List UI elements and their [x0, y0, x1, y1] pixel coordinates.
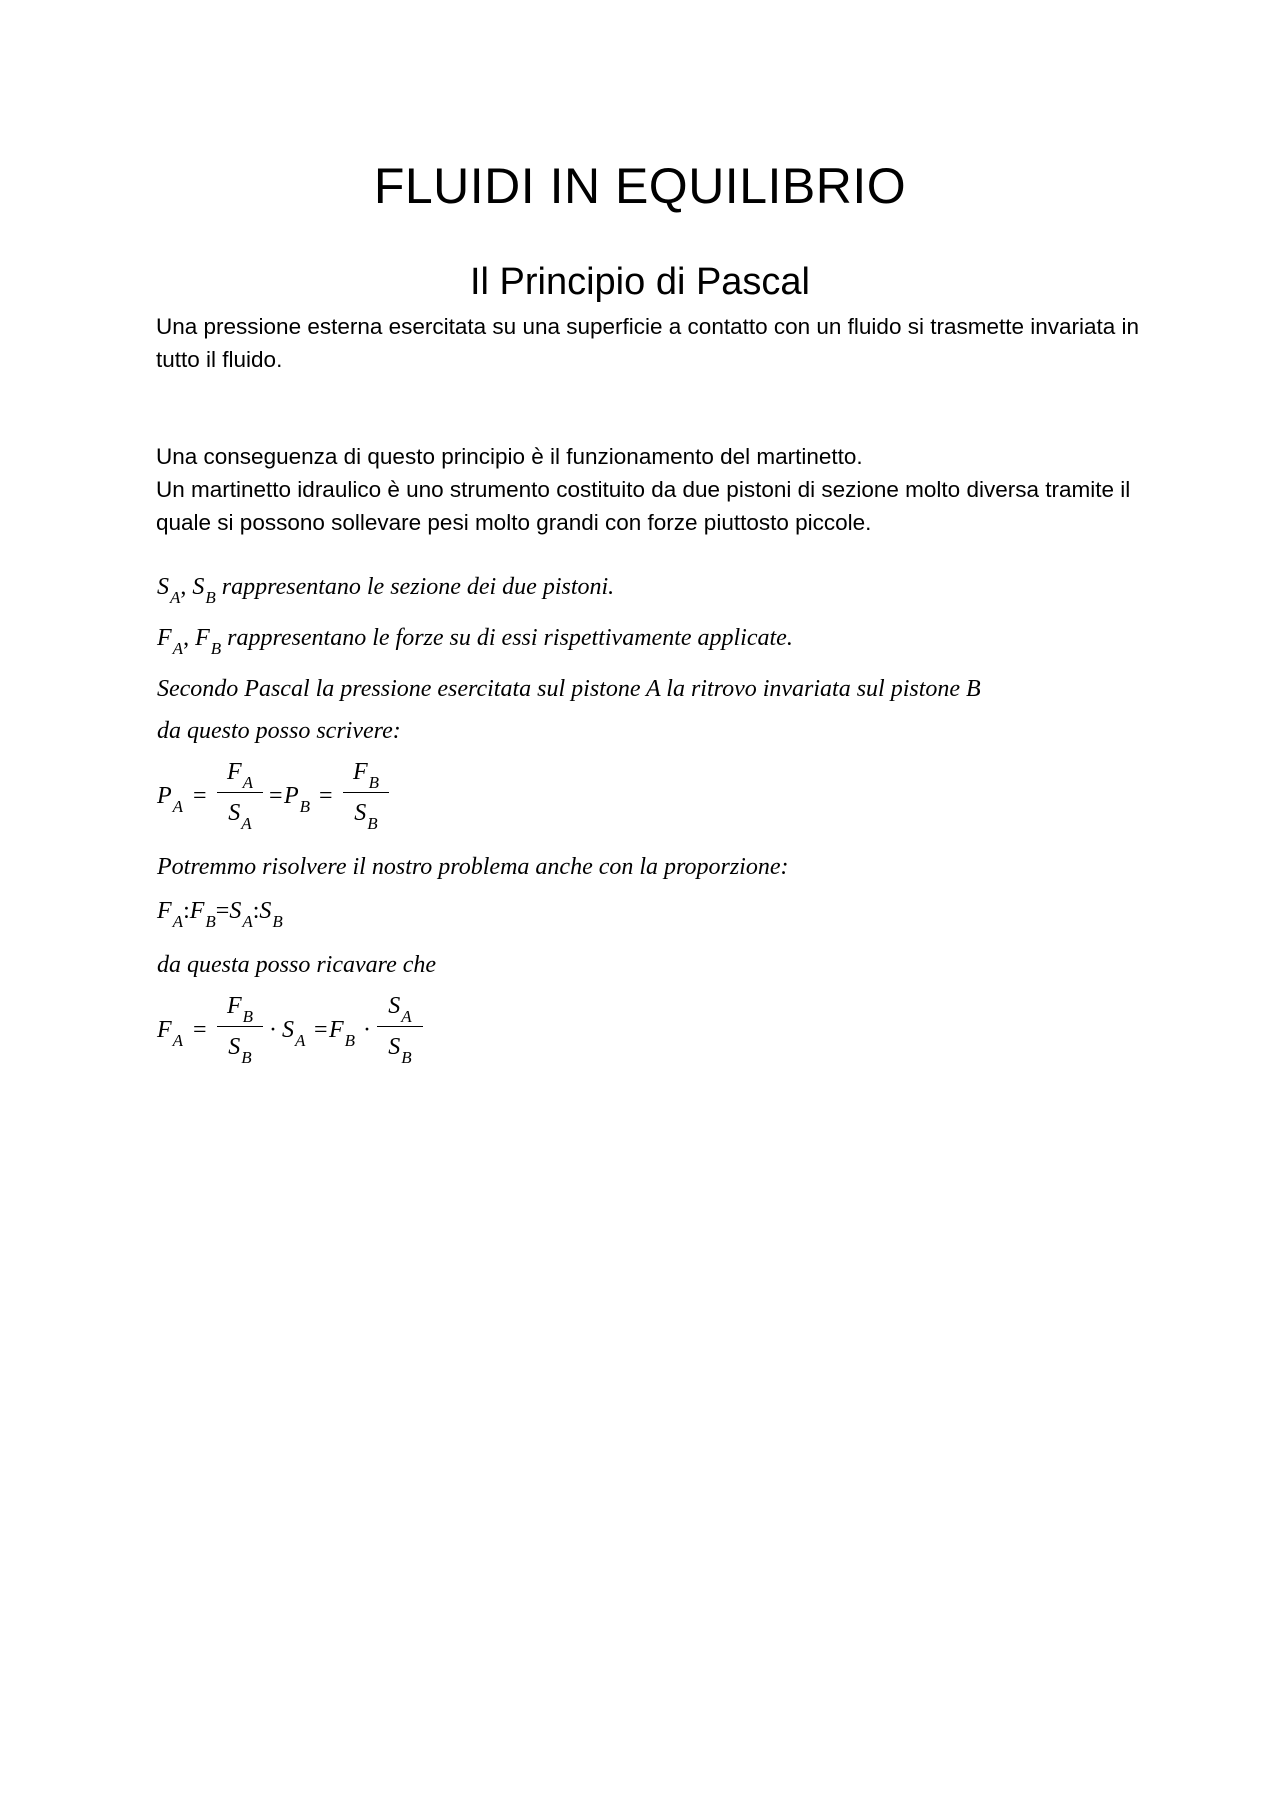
equation-pressure: $P_A$ = $F_A$ $S_A$ = $P_B$ = $F_B$ $S_B$	[157, 752, 557, 842]
math-line-derive: da questa posso ricavare che	[157, 952, 437, 978]
math-line-proportion: Potremmo risolvere il nostro problema anche con la proporzione:	[157, 854, 789, 880]
equation-force: $F_A$ = $F_B$ $S_B$ · $S_A$ = $F_B$ · $S_A$ $S_B$	[157, 986, 557, 1076]
paragraph-pascal-principle: Una pressione esterna esercitata su una superficie a contatto con un fluido si trasmette invariata in tutto il fluido.	[156, 314, 1140, 372]
math-line-pascal: Secondo Pascal la pressione esercitata sul pistone A la ritrovo invariata sul pistone B	[157, 676, 981, 702]
section-title: Il Principio di Pascal	[469, 261, 811, 303]
page-title: FLUIDI IN EQUILIBRIO	[373, 158, 907, 214]
paragraph-consequence: Una conseguenza di questo principio è il funzionamento del martinetto.	[156, 444, 863, 469]
paragraph-martinetto: Un martinetto idraulico è uno strumento costituito da due pistoni di sezione molto diversa tramite il quale si possono sollevare pesi molto grandi con forze piuttosto piccole.	[156, 477, 1131, 535]
math-line-sections: $S_A$, $S_B$ rappresentano le sezione dei due pistoni.	[157, 574, 615, 607]
equation-proportion: $F_A:F_B=S_A:S_B$	[157, 898, 283, 931]
math-line-forces: $F_A$, $F_B$ rappresentano le forze su di essi rispettivamente applicate.	[157, 625, 793, 658]
math-line-write: da questo posso scrivere:	[157, 718, 401, 744]
